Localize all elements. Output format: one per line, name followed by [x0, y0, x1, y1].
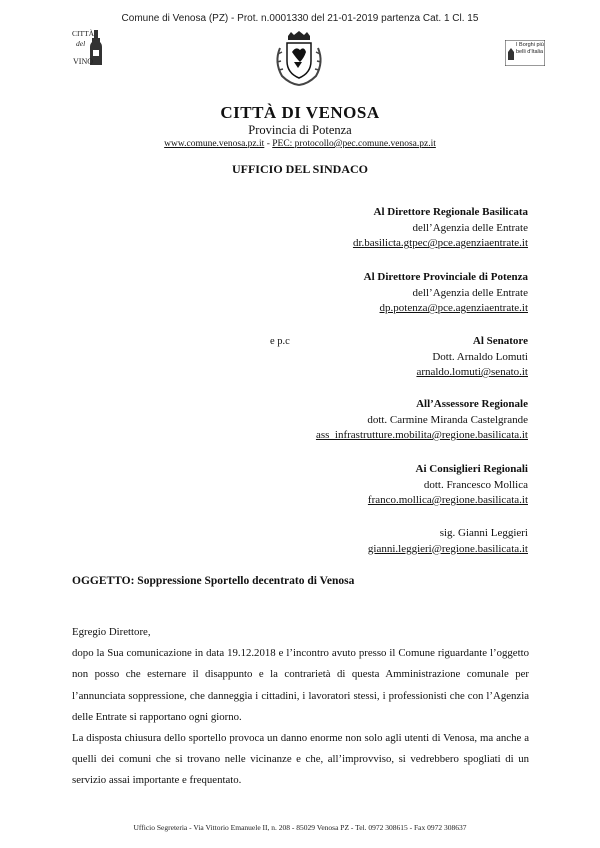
coat-of-arms-icon: [272, 30, 326, 86]
pec-link[interactable]: PEC: protocollo@pec.comune.venosa.pz.it: [272, 139, 436, 149]
recipient-line: dott. Francesco Mollica: [423, 478, 528, 491]
letterhead: [0, 103, 600, 150]
recipient-block: [416, 334, 528, 381]
office-title: UFFICIO DEL SINDACO: [231, 162, 369, 176]
borghi-logo: [505, 40, 545, 66]
recipient-title: All’Assessore Regionale: [416, 398, 528, 410]
recipient-email[interactable]: arnaldo.lomuti@senato.it: [416, 366, 528, 378]
greeting: Egregio Direttore,: [72, 626, 151, 638]
recipient-email[interactable]: gianni.leggieri@regione.basilicata.it: [367, 542, 528, 555]
recipient-email[interactable]: ass_infrastrutture.mobilita@regione.basilicata.it: [315, 429, 528, 441]
recipient-block: [364, 270, 528, 317]
protocol-header: Comune di Venosa (PZ) - Prot. n.0001330 del 21-01-2019 partenza Cat. 1 Cl. 15: [121, 13, 479, 24]
subject-line: [72, 575, 354, 587]
logo-left-line1: CITTÀ: [72, 29, 95, 38]
city-name: CITTÀ DI VENOSA: [220, 103, 380, 122]
recipient-block: [316, 397, 528, 444]
website-link[interactable]: www.comune.venosa.pz.it: [164, 139, 265, 149]
epc-label: e p.c: [270, 336, 290, 347]
recipient-block: [353, 205, 528, 252]
recipient-block: [368, 526, 528, 557]
recipient-title: Al Direttore Provinciale di Potenza: [363, 271, 528, 283]
recipient-line: dott. Carmine Miranda Castelgrande: [367, 413, 528, 426]
body-paragraph: La disposta chiusura dello sportello provoca un danno enorme non solo agli utenti di Venosa, ma anche a quelli dei comuni che si trovano nelle vicinanze e che, all’improvviso, si vedrebbero spogliati di un servizio assai importante e frequentato.: [72, 732, 529, 787]
body-paragraph: dopo la Sua comunicazione in data 19.12.2018 e l’incontro avuto presso il Comune riguardante l’oggetto non posso che esternare il disappunto e la contrarietà di questa Amministrazione comunale per l’annunciata soppressione, che danneggia i cittadini, i lavoratori stessi, i professionisti che con l’Agenzia delle Entrate si rapportano ogni giorno.: [72, 647, 529, 723]
footer: Ufficio Segreteria - Via Vittorio Emanuele II, n. 208 - 85029 Venosa PZ - Tel. 0972 308615 - Fax 0972 308637: [133, 823, 467, 832]
logo-left-line3: VINO: [73, 57, 93, 66]
subject-label: OGGETTO:: [72, 575, 135, 587]
province: Provincia di Potenza: [248, 123, 352, 137]
recipient-line: sig. Gianni Leggieri: [439, 527, 528, 539]
logo-left-line2: del: [76, 39, 86, 48]
recipient-email[interactable]: dr.basilicta.gtpec@pce.agenziaentrate.it: [352, 237, 528, 249]
borghi-logo-text: I Borghi più belli d'Italia: [516, 42, 544, 55]
city-crest: [272, 30, 326, 86]
recipient-email[interactable]: dp.potenza@pce.agenziaentrate.it: [379, 302, 528, 314]
recipient-title: Al Senatore: [472, 335, 528, 347]
subject-text: Soppressione Sportello decentrato di Venosa: [134, 575, 355, 587]
link-separator: -: [264, 139, 273, 149]
recipient-email[interactable]: franco.mollica@regione.basilicata.it: [367, 494, 528, 506]
citta-del-vino-logo: [72, 28, 106, 70]
recipient-line: Dott. Arnaldo Lomuti: [432, 350, 528, 363]
letter-body: [72, 622, 529, 792]
recipient-block: [368, 462, 528, 509]
recipient-line: dell’Agenzia delle Entrate: [412, 286, 528, 299]
recipient-line: dell’Agenzia delle Entrate: [412, 221, 528, 234]
recipient-title: Ai Consiglieri Regionali: [415, 463, 528, 475]
recipient-title: Al Direttore Regionale Basilicata: [373, 206, 528, 218]
contact-links: [0, 138, 600, 150]
